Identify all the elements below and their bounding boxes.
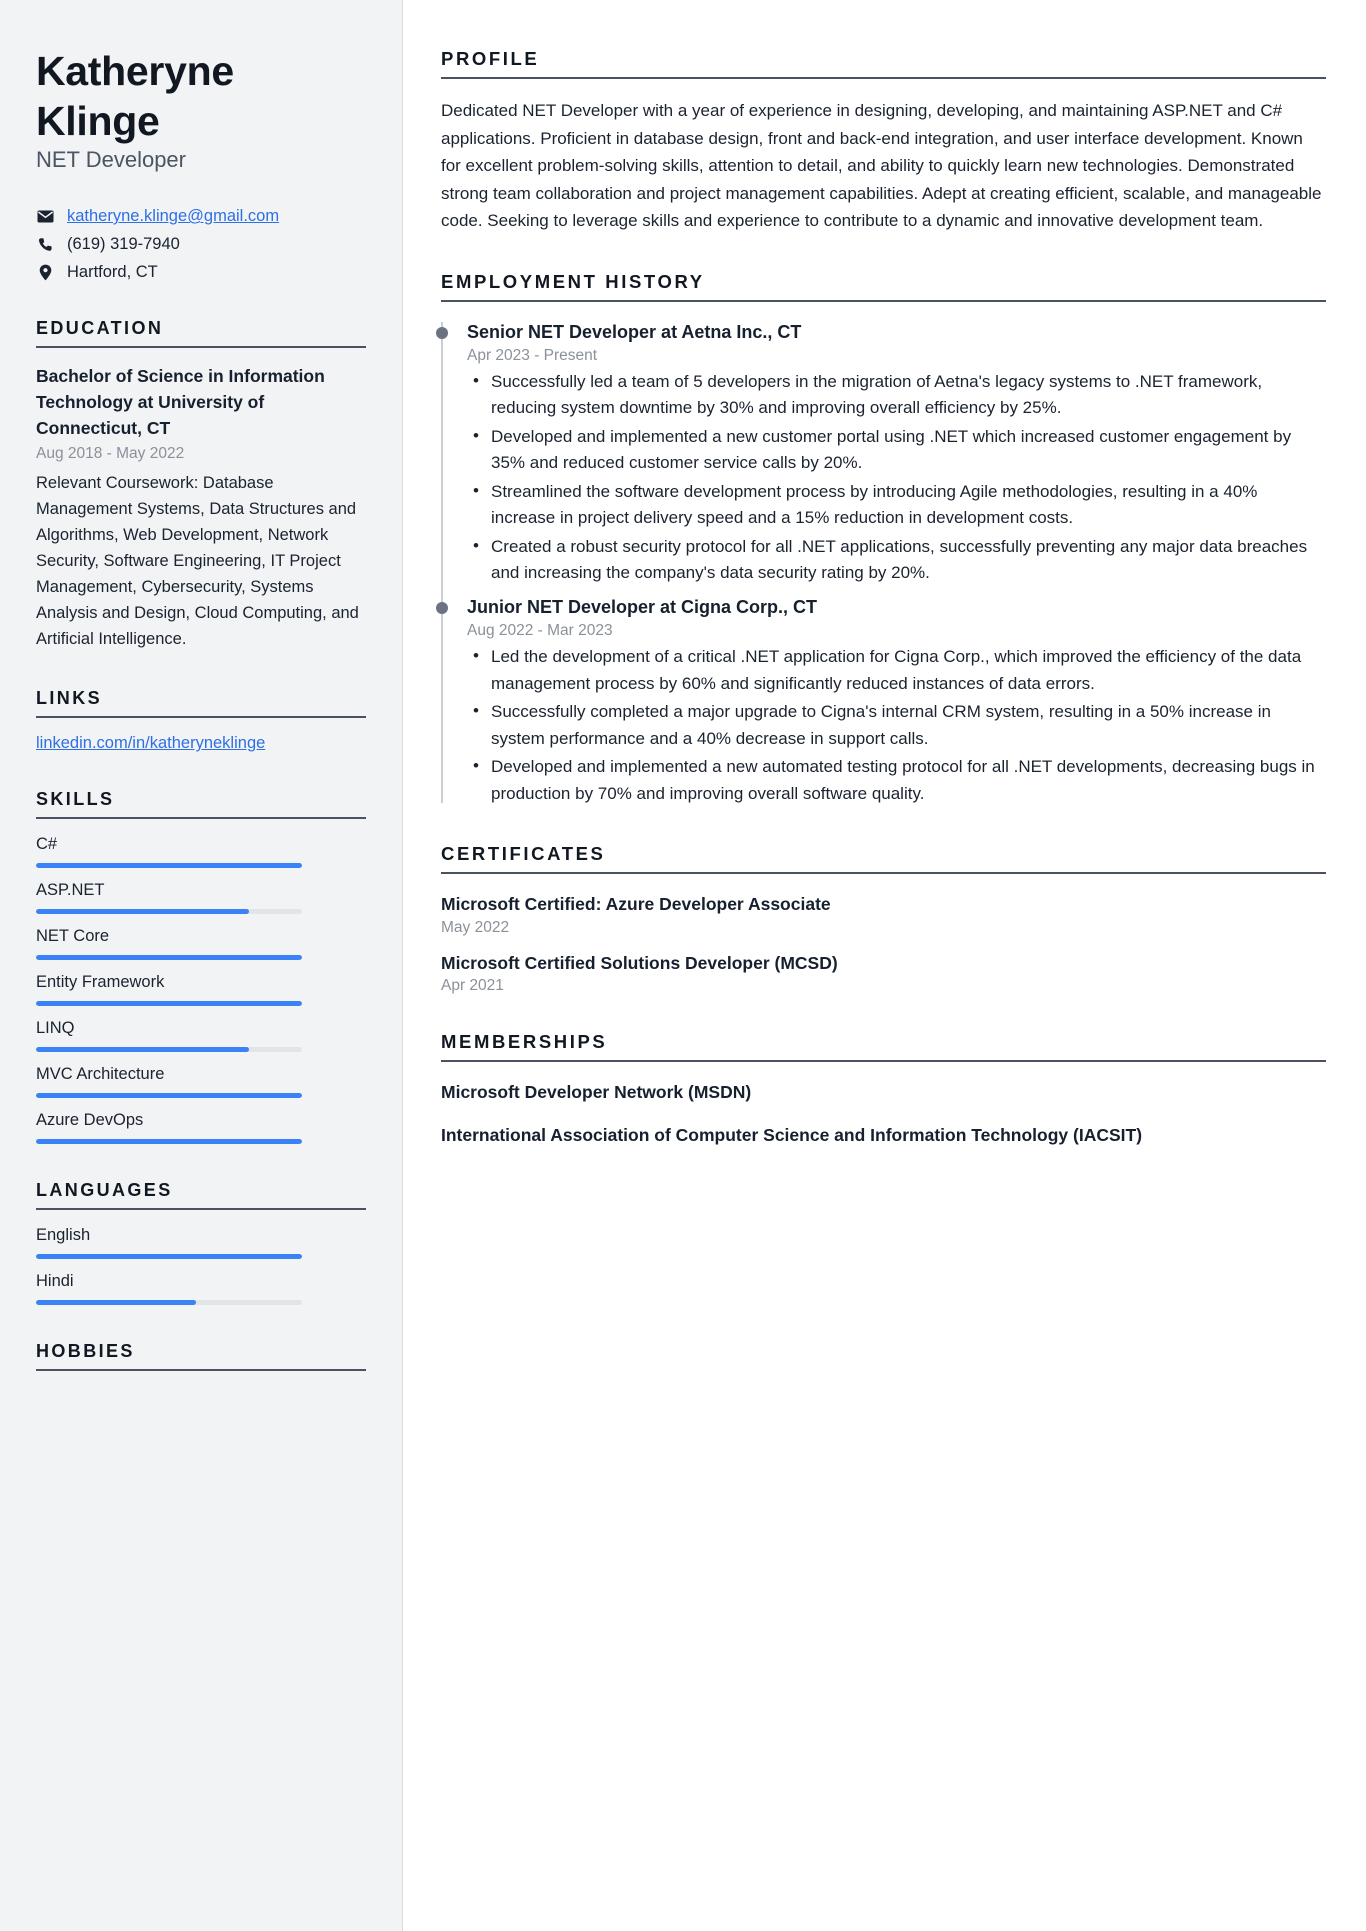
envelope-icon (36, 210, 55, 223)
skill-level-fill (36, 1093, 302, 1098)
employment-title: Junior NET Developer at Cigna Corp., CT (467, 596, 818, 617)
skill-item (36, 1019, 366, 1052)
sidebar (0, 0, 403, 1931)
certificates-heading: CERTIFICATES (441, 843, 606, 865)
certificates-section (441, 843, 1326, 995)
employment-bullet: • Successfully completed a major upgrade to Cigna's internal CRM system, resulting in a 50% increase in system performance and a 40% decrease in support calls. (467, 699, 1326, 752)
skill-item (36, 881, 366, 914)
skill-level-track (36, 1093, 302, 1098)
employment-date: Apr 2023 - Present (467, 346, 598, 364)
skills-heading: SKILLS (36, 789, 115, 810)
section-divider (441, 300, 1326, 302)
contact-location (36, 263, 366, 282)
timeline-dot-icon (436, 327, 448, 339)
section-divider (36, 716, 366, 718)
skill-level-fill (36, 1139, 302, 1144)
skill-level-track (36, 863, 302, 868)
section-divider (441, 77, 1326, 79)
links-heading: LINKS (36, 688, 102, 709)
skill-item (36, 973, 366, 1006)
email-link[interactable]: katheryne.klinge@gmail.com (67, 207, 280, 226)
employment-bullet: • Streamlined the software development process by introducing Agile methodologies, resulting in a 40% increase in project delivery speed and a 15% reduction in development costs. (467, 479, 1326, 532)
employment-title: Senior NET Developer at Aetna Inc., CT (467, 321, 802, 342)
skill-label: Entity Framework (36, 973, 165, 992)
skill-item (36, 1065, 366, 1098)
employment-date: Aug 2022 - Mar 2023 (467, 622, 613, 640)
phone-value: (619) 319-7940 (67, 235, 180, 254)
section-divider (441, 1060, 1326, 1062)
language-level-fill (36, 1254, 302, 1259)
main-content (403, 0, 1366, 1931)
education-section (36, 318, 366, 652)
profile-heading: PROFILE (441, 48, 540, 69)
employment-bullet-list (467, 369, 1326, 587)
section-divider (36, 817, 366, 819)
skill-level-fill (36, 863, 302, 868)
skill-level-track (36, 1139, 302, 1144)
certificate-name: Microsoft Certified Solutions Developer (MCSD) (441, 952, 838, 973)
linkedin-link[interactable]: linkedin.com/in/katheryneklinge (36, 734, 266, 753)
membership-item: International Association of Computer Science and Information Technology (IACSIT) (441, 1124, 1143, 1145)
contact-phone (36, 235, 366, 254)
employment-bullet-list (467, 644, 1326, 807)
education-date: Aug 2018 - May 2022 (36, 444, 185, 462)
membership-item: Microsoft Developer Network (MSDN) (441, 1082, 752, 1103)
section-divider (36, 1208, 366, 1210)
timeline-dot-icon (436, 602, 448, 614)
name-block (36, 48, 366, 145)
skill-label: NET Core (36, 927, 110, 946)
language-level-track (36, 1254, 302, 1259)
memberships-section (441, 1031, 1326, 1148)
skills-section (36, 789, 366, 1144)
skill-level-track (36, 909, 302, 914)
skill-level-track (36, 1047, 302, 1052)
employment-heading: EMPLOYMENT HISTORY (441, 270, 705, 292)
certificate-date: Apr 2021 (441, 977, 504, 995)
first-name: Katheryne (36, 48, 234, 94)
languages-section (36, 1180, 366, 1305)
contact-list (36, 207, 366, 282)
skill-item (36, 1111, 366, 1144)
language-level-track (36, 1300, 302, 1305)
employment-bullet: • Developed and implemented a new customer portal using .NET which increased customer engagement by 35% and reduced customer service calls by 20%. (467, 424, 1326, 477)
languages-heading: LANGUAGES (36, 1180, 173, 1201)
skill-label: C# (36, 835, 58, 854)
section-divider (441, 872, 1326, 874)
language-label: Hindi (36, 1272, 74, 1291)
skill-level-fill (36, 909, 249, 914)
education-description: Relevant Coursework: Database Management Systems, Data Structures and Algorithms, Web Development, Network Security, Software Engineering, IT Project Management, Cybersecurity, Systems Analysis and Design, Cloud Computing, and Artificial Intelligence. (36, 473, 359, 649)
certificates-list (441, 892, 1326, 995)
links-section (36, 688, 366, 753)
skill-label: MVC Architecture (36, 1065, 165, 1084)
last-name: Klinge (36, 97, 160, 144)
employment-bullet: • Led the development of a critical .NET application for Cigna Corp., which improved the efficiency of the data management process by 60% and significantly reduced instances of data errors. (467, 644, 1326, 697)
language-level-fill (36, 1300, 196, 1305)
skill-item (36, 927, 366, 960)
skill-level-fill (36, 955, 302, 960)
skill-label: Azure DevOps (36, 1111, 144, 1130)
skill-level-track (36, 955, 302, 960)
location-value: Hartford, CT (67, 263, 158, 282)
memberships-list (441, 1080, 1326, 1148)
employment-bullet: • Successfully led a team of 5 developers in the migration of Aetna's legacy systems to .NET framework, reducing system downtime by 30% and improving overall efficiency by 25%. (467, 369, 1326, 422)
skills-list (36, 835, 366, 1144)
employment-bullet: • Created a robust security protocol for all .NET applications, successfully preventing any major data breaches and increasing the company's data security rating by 20%. (467, 534, 1326, 587)
language-item (36, 1272, 366, 1305)
skill-level-fill (36, 1047, 249, 1052)
contact-email[interactable] (36, 207, 366, 226)
hobbies-heading: HOBBIES (36, 1341, 135, 1362)
certificate-item (441, 951, 1326, 996)
employment-timeline (441, 320, 1326, 808)
skill-label: LINQ (36, 1019, 75, 1038)
skill-label: ASP.NET (36, 881, 105, 900)
location-pin-icon (36, 264, 55, 281)
language-item (36, 1226, 366, 1259)
job-title: NET Developer (36, 147, 186, 173)
education-heading: EDUCATION (36, 318, 164, 339)
profile-section (441, 48, 1326, 235)
skill-level-track (36, 1001, 302, 1006)
employment-section (441, 271, 1326, 808)
section-divider (36, 346, 366, 348)
profile-text: Dedicated NET Developer with a year of experience in designing, developing, and maintaining ASP.NET and C# applications. Proficient in database design, front and back-end integration, and user interface development. Known for excellent problem-solving skills, attention to detail, and ability to quickly learn new technologies. Demonstrated strong team collaboration and project management capabilities. Adept at creating efficient, scalable, and manageable code. Seeking to leverage skills and experience to contribute to a dynamic and innovative development team. (441, 101, 1322, 231)
section-divider (36, 1369, 366, 1371)
employment-entry (467, 595, 1326, 807)
employment-bullet: • Developed and implemented a new automated testing protocol for all .NET developments, decreasing bugs in production by 70% and improving overall software quality. (467, 754, 1326, 807)
memberships-heading: MEMBERSHIPS (441, 1031, 608, 1053)
certificate-name: Microsoft Certified: Azure Developer Associate (441, 894, 831, 915)
language-label: English (36, 1226, 91, 1245)
hobbies-section (36, 1341, 366, 1371)
phone-icon (36, 237, 55, 252)
employment-entry (467, 320, 1326, 587)
education-degree: Bachelor of Science in Information Technology at University of Connecticut, CT (36, 366, 325, 438)
skill-item (36, 835, 366, 868)
languages-list (36, 1226, 366, 1305)
skill-level-fill (36, 1001, 302, 1006)
certificate-item (441, 892, 1326, 937)
certificate-date: May 2022 (441, 918, 510, 936)
